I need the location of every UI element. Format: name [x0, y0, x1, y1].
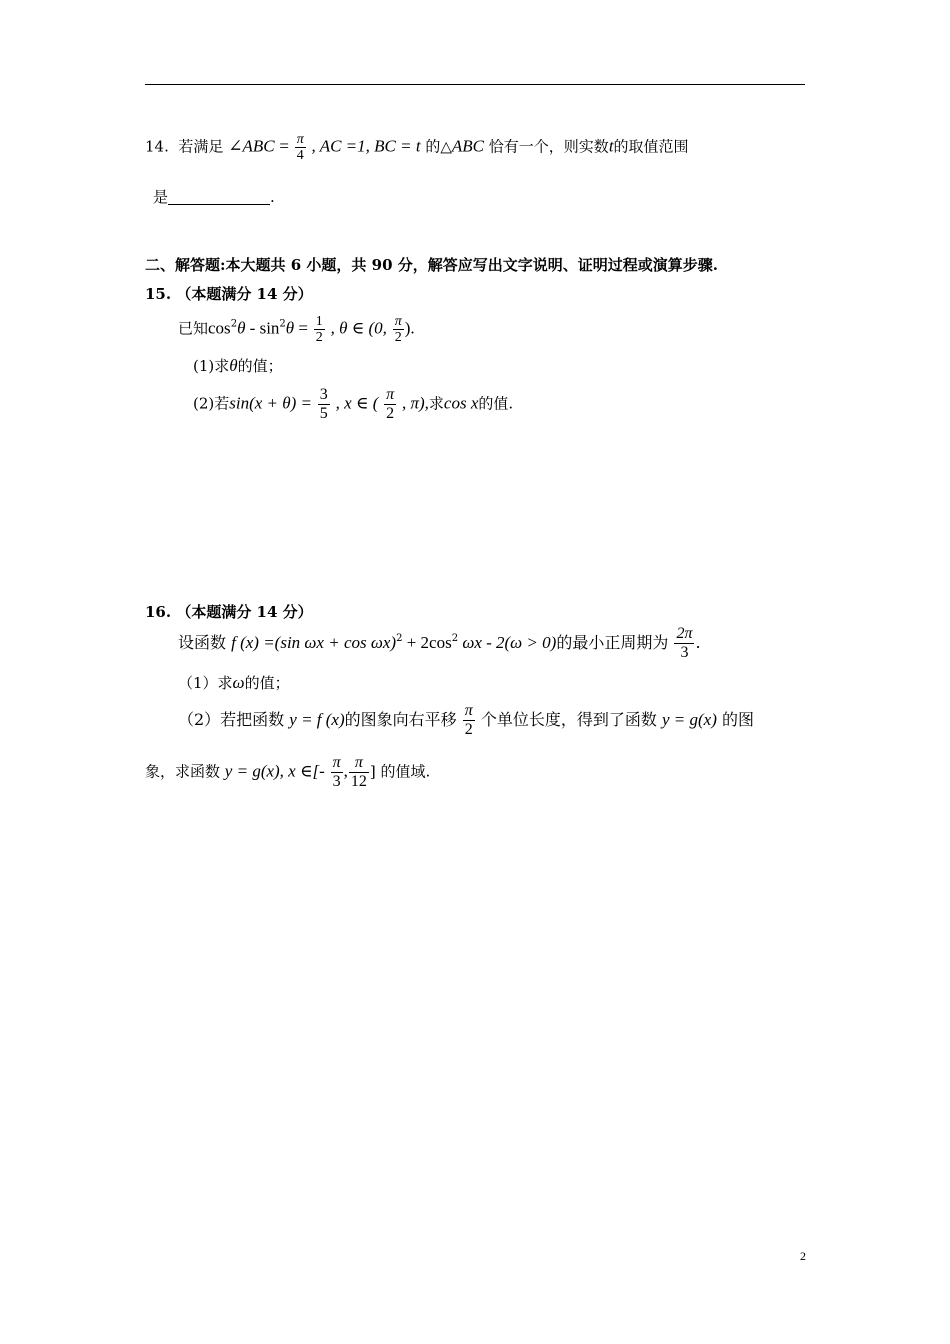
fraction-pi-over-2: $\frac{\pi}{2}$ [386, 386, 395, 422]
question-15-part-1: (1)求θ的值； [193, 356, 283, 375]
question-16-part-2: （2）若把函数 y = f (x)的图象向右平移 $\frac{\pi}{2}$ 个单位长度，得到了函数 y = g(x) 的图 [178, 702, 754, 738]
fraction-pi-over-2: $\frac{\pi}{2}$ [394, 314, 402, 345]
fraction-pi-over-3: $\frac{\pi}{3}$ [332, 754, 341, 790]
question-15-given: 已知$\cos^2\theta - \sin^2\theta$ = $\frac{1}{2}$ , θ ∈ (0, $\frac{\pi}{2}$ ). [178, 314, 415, 345]
fraction-2pi-over-3: $\frac{2\pi}{3}$ [676, 625, 693, 661]
question-16-heading: 16. （本题满分 14 分） [145, 603, 313, 621]
question-14-line1: 14. 若满足 ∠ABC = $\frac{\pi}{4}$ , AC =1, BC = t 的△ABC 恰有一个，则实数t的取值范围 [145, 132, 689, 163]
question-14-line2: 是 . [153, 188, 275, 206]
fraction-one-half: $\frac{1}{2}$ [315, 314, 323, 345]
fraction-pi-over-4: $\frac{\pi}{4}$ [296, 132, 304, 163]
fraction-pi-over-2: $\frac{\pi}{2}$ [464, 702, 473, 738]
question-16-part-2-line2: 象，求函数 y = g(x), x ∈[- $\frac{\pi}{3}$ , $\frac{\pi}{12}$ ] 的值域. [145, 754, 431, 790]
fraction-three-fifths: $\frac{3}{5}$ [319, 386, 328, 422]
question-15-part-2: (2)若sin(x + θ) = $\frac{3}{5}$ , x ∈ ( $\frac{\pi}{2}$ , π),求cos x的值. [193, 386, 514, 422]
page-number: 2 [800, 1249, 806, 1263]
question-15-heading: 15. （本题满分 14 分） [145, 285, 313, 303]
question-16-function: 设函数 f (x) =(sin $\omega x + \cos \omega x)^2 + 2\cos^2$ ωx - 2(ω > 0)的最小正周期为 $\frac{2\pi}{3}$ . [178, 625, 701, 661]
section-heading: 二、解答题:本大题共 6 小题，共 90 分，解答应写出文字说明、证明过程或演算步骤. [145, 256, 718, 274]
fraction-pi-over-12: $\frac{\pi}{12}$ [350, 754, 367, 790]
question-16-part-1: （1）求ω的值； [178, 673, 290, 692]
header-rule [145, 84, 805, 85]
answer-blank[interactable] [168, 190, 270, 205]
